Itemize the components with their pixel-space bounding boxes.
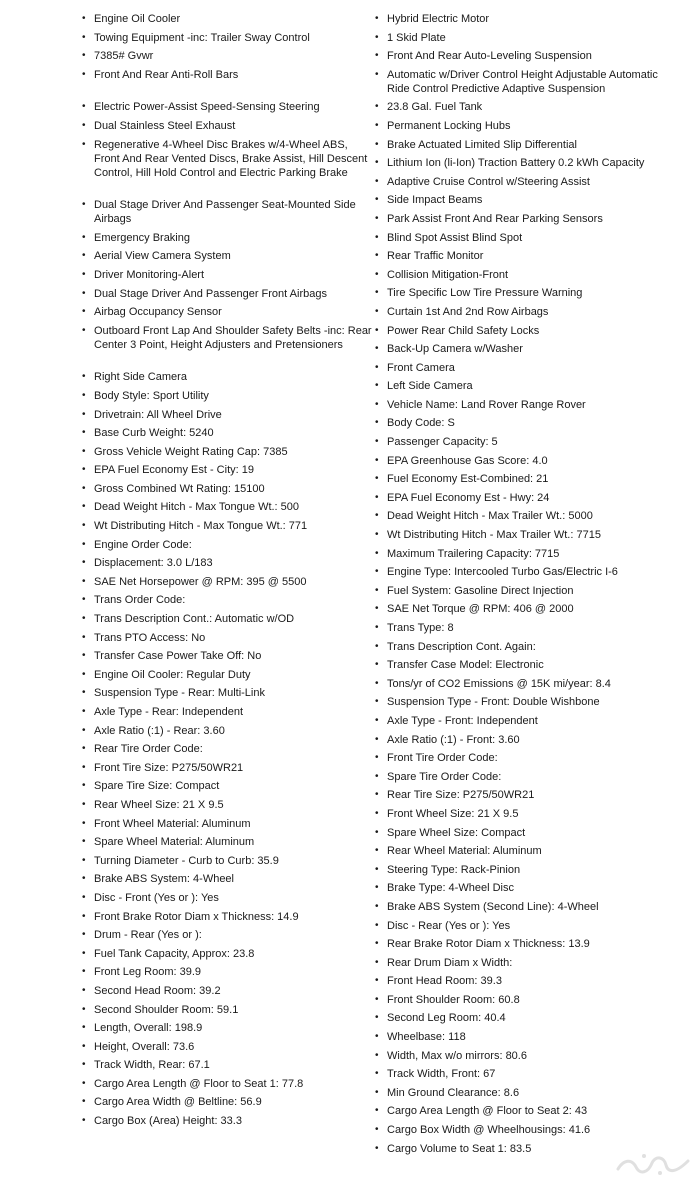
- spec-item: • SAE Net Torque @ RPM: 406 @ 2000: [375, 602, 675, 616]
- spec-item: • Front And Rear Anti-Roll Bars: [82, 68, 372, 82]
- spec-item: • Front Tire Size: P275/50WR21: [82, 761, 372, 775]
- spec-item: • Rear Wheel Size: 21 X 9.5: [82, 798, 372, 812]
- spec-item: • Driver Monitoring-Alert: [82, 268, 372, 282]
- spec-item: • Transfer Case Power Take Off: No: [82, 649, 372, 663]
- spec-item: • Front Tire Order Code:: [375, 751, 675, 765]
- spec-item: • Turning Diameter - Curb to Curb: 35.9: [82, 854, 372, 868]
- spec-item: • Hybrid Electric Motor: [375, 12, 675, 26]
- spec-item: • Axle Ratio (:1) - Rear: 3.60: [82, 724, 372, 738]
- spec-item: • Front Brake Rotor Diam x Thickness: 14.9: [82, 910, 372, 924]
- spec-item: • Track Width, Rear: 67.1: [82, 1058, 372, 1072]
- spec-item: • Axle Type - Front: Independent: [375, 714, 675, 728]
- spec-item: • Front Wheel Material: Aluminum: [82, 817, 372, 831]
- spec-item: • Electric Power-Assist Speed-Sensing Steering: [82, 100, 372, 114]
- spec-item: • Outboard Front Lap And Shoulder Safety Belts -inc: Rear Center 3 Point, Height Adjusters and Pretensioners: [82, 324, 372, 352]
- spec-item: • Dual Stage Driver And Passenger Seat-Mounted Side Airbags: [82, 198, 372, 226]
- spec-item: • Power Rear Child Safety Locks: [375, 324, 675, 338]
- spec-item: • Length, Overall: 198.9: [82, 1021, 372, 1035]
- spec-item: • Spare Wheel Material: Aluminum: [82, 835, 372, 849]
- spec-item: • Steering Type: Rack-Pinion: [375, 863, 675, 877]
- spec-item: • Cargo Area Length @ Floor to Seat 1: 77.8: [82, 1077, 372, 1091]
- spec-item: • Front Camera: [375, 361, 675, 375]
- spec-item: • 23.8 Gal. Fuel Tank: [375, 100, 675, 114]
- spec-item: • Disc - Front (Yes or ): Yes: [82, 891, 372, 905]
- spec-item: • Tons/yr of CO2 Emissions @ 15K mi/year: 8.4: [375, 677, 675, 691]
- spec-item: • Second Head Room: 39.2: [82, 984, 372, 998]
- spec-item: • Rear Drum Diam x Width:: [375, 956, 675, 970]
- spec-item: • Rear Wheel Material: Aluminum: [375, 844, 675, 858]
- spec-item: • Spare Tire Order Code:: [375, 770, 675, 784]
- spec-item: • Gross Combined Wt Rating: 15100: [82, 482, 372, 496]
- spec-item: • Trans PTO Access: No: [82, 631, 372, 645]
- spec-item: • Rear Brake Rotor Diam x Thickness: 13.9: [375, 937, 675, 951]
- spec-item: • Dual Stage Driver And Passenger Front Airbags: [82, 287, 372, 301]
- spec-item: • Rear Traffic Monitor: [375, 249, 675, 263]
- spec-item: • Regenerative 4-Wheel Disc Brakes w/4-Wheel ABS, Front And Rear Vented Discs, Brake Assist, Hill Descent Control, Hill Hold Control and Electric Parking Brake: [82, 138, 372, 180]
- spec-item: • Gross Vehicle Weight Rating Cap: 7385: [82, 445, 372, 459]
- spec-item: • Cargo Area Length @ Floor to Seat 2: 43: [375, 1104, 675, 1118]
- spec-item: • Trans Description Cont. Again:: [375, 640, 675, 654]
- spec-item: • Vehicle Name: Land Rover Range Rover: [375, 398, 675, 412]
- spec-item: • Front Wheel Size: 21 X 9.5: [375, 807, 675, 821]
- spec-item: • Automatic w/Driver Control Height Adjustable Automatic Ride Control Predictive Adaptive Suspension: [375, 68, 675, 96]
- spec-item: • Engine Type: Intercooled Turbo Gas/Electric I-6: [375, 565, 675, 579]
- spec-item: • EPA Fuel Economy Est - Hwy: 24: [375, 491, 675, 505]
- left-spec-column: [82, 12, 372, 1133]
- spec-item: • Second Shoulder Room: 59.1: [82, 1003, 372, 1017]
- spec-item: • Right Side Camera: [82, 370, 372, 384]
- spec-item: • Displacement: 3.0 L/183: [82, 556, 372, 570]
- spec-item: • Cargo Box Width @ Wheelhousings: 41.6: [375, 1123, 675, 1137]
- spec-item: • Side Impact Beams: [375, 193, 675, 207]
- spec-item: • Cargo Volume to Seat 1: 83.5: [375, 1142, 675, 1156]
- spec-item: • Trans Description Cont.: Automatic w/OD: [82, 612, 372, 626]
- spec-item: • Height, Overall: 73.6: [82, 1040, 372, 1054]
- spec-item: • Dual Stainless Steel Exhaust: [82, 119, 372, 133]
- spec-item: • Drivetrain: All Wheel Drive: [82, 408, 372, 422]
- spec-item: • Transfer Case Model: Electronic: [375, 658, 675, 672]
- spec-item: • Passenger Capacity: 5: [375, 435, 675, 449]
- spec-item: • Drum - Rear (Yes or ):: [82, 928, 372, 942]
- spec-item: • Left Side Camera: [375, 379, 675, 393]
- spec-item: • Back-Up Camera w/Washer: [375, 342, 675, 356]
- spec-item: • 7385# Gvwr: [82, 49, 372, 63]
- spec-item: • Brake Type: 4-Wheel Disc: [375, 881, 675, 895]
- spec-item: • Front Head Room: 39.3: [375, 974, 675, 988]
- spec-item: • Brake ABS System (Second Line): 4-Wheel: [375, 900, 675, 914]
- spec-item: • Min Ground Clearance: 8.6: [375, 1086, 675, 1100]
- spec-item: • Front And Rear Auto-Leveling Suspension: [375, 49, 675, 63]
- spec-item: • Emergency Braking: [82, 231, 372, 245]
- spec-item: • Airbag Occupancy Sensor: [82, 305, 372, 319]
- spec-item: • Body Style: Sport Utility: [82, 389, 372, 403]
- right-spec-column: [375, 12, 675, 1160]
- spec-item: • Adaptive Cruise Control w/Steering Assist: [375, 175, 675, 189]
- spec-item: • Engine Oil Cooler: Regular Duty: [82, 668, 372, 682]
- spec-item: • Trans Type: 8: [375, 621, 675, 635]
- spec-item: • Track Width, Front: 67: [375, 1067, 675, 1081]
- spec-item: • Lithium Ion (li-Ion) Traction Battery 0.2 kWh Capacity: [375, 156, 675, 170]
- spec-item: • Engine Oil Cooler: [82, 12, 372, 26]
- spec-item: • Axle Type - Rear: Independent: [82, 705, 372, 719]
- spec-item: • Trans Order Code:: [82, 593, 372, 607]
- spec-item: • Wheelbase: 118: [375, 1030, 675, 1044]
- spec-item: • EPA Fuel Economy Est - City: 19: [82, 463, 372, 477]
- spec-item: • 1 Skid Plate: [375, 31, 675, 45]
- spec-item: • Blind Spot Assist Blind Spot: [375, 231, 675, 245]
- spec-item: • Axle Ratio (:1) - Front: 3.60: [375, 733, 675, 747]
- spec-item: • Permanent Locking Hubs: [375, 119, 675, 133]
- spec-item: • Fuel System: Gasoline Direct Injection: [375, 584, 675, 598]
- watermark-logo-icon: [614, 1151, 692, 1177]
- spec-item: • Aerial View Camera System: [82, 249, 372, 263]
- spec-item: • Wt Distributing Hitch - Max Tongue Wt.: 771: [82, 519, 372, 533]
- spec-item: • Suspension Type - Rear: Multi-Link: [82, 686, 372, 700]
- spec-item: • Second Leg Room: 40.4: [375, 1011, 675, 1025]
- spec-item: • Brake ABS System: 4-Wheel: [82, 872, 372, 886]
- spec-item: • Tire Specific Low Tire Pressure Warning: [375, 286, 675, 300]
- spec-item: • Towing Equipment -inc: Trailer Sway Control: [82, 31, 372, 45]
- spec-item: • Fuel Tank Capacity, Approx: 23.8: [82, 947, 372, 961]
- spec-item: • Rear Tire Size: P275/50WR21: [375, 788, 675, 802]
- spec-item: • Park Assist Front And Rear Parking Sensors: [375, 212, 675, 226]
- spec-item: • Front Leg Room: 39.9: [82, 965, 372, 979]
- spec-item: • Engine Order Code:: [82, 538, 372, 552]
- spec-item: • Cargo Area Width @ Beltline: 56.9: [82, 1095, 372, 1109]
- spec-item: • Suspension Type - Front: Double Wishbone: [375, 695, 675, 709]
- spec-item: • Brake Actuated Limited Slip Differential: [375, 138, 675, 152]
- spec-item: • SAE Net Horsepower @ RPM: 395 @ 5500: [82, 575, 372, 589]
- spec-item: • Spare Wheel Size: Compact: [375, 826, 675, 840]
- spec-item: • Collision Mitigation-Front: [375, 268, 675, 282]
- spec-item: • Front Shoulder Room: 60.8: [375, 993, 675, 1007]
- spec-item: • Dead Weight Hitch - Max Trailer Wt.: 5000: [375, 509, 675, 523]
- spec-item: • Width, Max w/o mirrors: 80.6: [375, 1049, 675, 1063]
- spec-item: • Disc - Rear (Yes or ): Yes: [375, 919, 675, 933]
- spec-item: • Spare Tire Size: Compact: [82, 779, 372, 793]
- spec-item: • Wt Distributing Hitch - Max Trailer Wt.: 7715: [375, 528, 675, 542]
- spec-item: • Rear Tire Order Code:: [82, 742, 372, 756]
- spec-item: • Curtain 1st And 2nd Row Airbags: [375, 305, 675, 319]
- spec-item: • Dead Weight Hitch - Max Tongue Wt.: 500: [82, 500, 372, 514]
- spec-item: • Body Code: S: [375, 416, 675, 430]
- spec-item: • Cargo Box (Area) Height: 33.3: [82, 1114, 372, 1128]
- spec-item: • Maximum Trailering Capacity: 7715: [375, 547, 675, 561]
- spec-item: • Fuel Economy Est-Combined: 21: [375, 472, 675, 486]
- spec-item: • Base Curb Weight: 5240: [82, 426, 372, 440]
- spec-item: • EPA Greenhouse Gas Score: 4.0: [375, 454, 675, 468]
